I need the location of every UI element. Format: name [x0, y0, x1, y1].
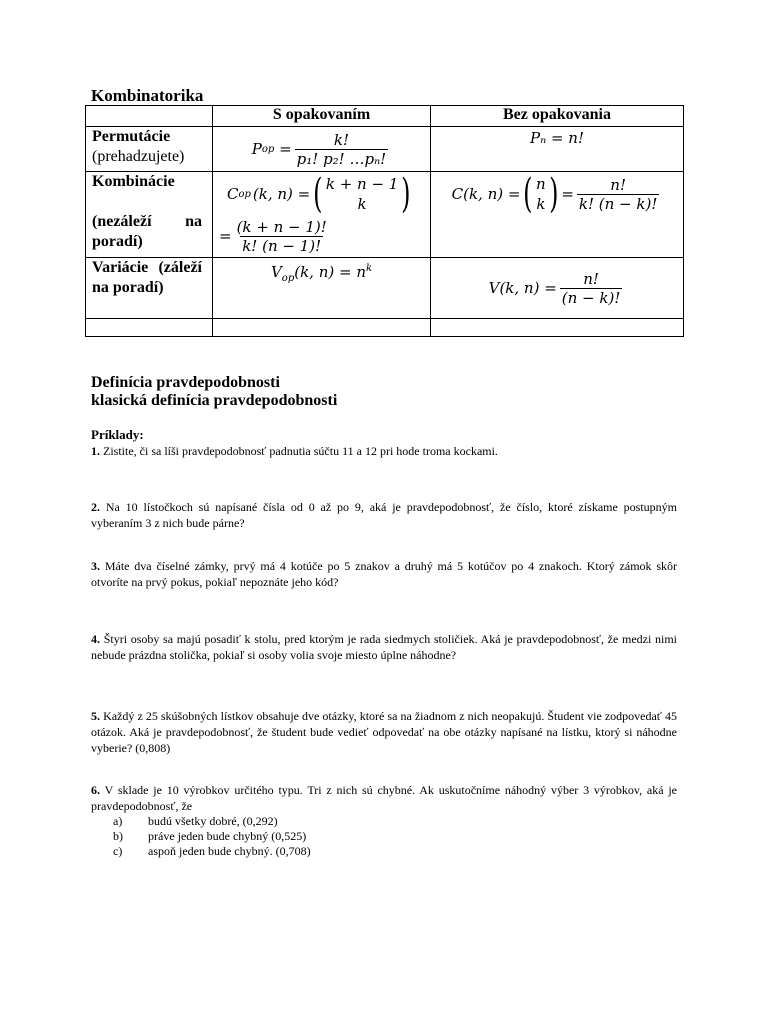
- comb-norep-top: n: [536, 175, 546, 193]
- comb-norep-denominator: k! (n − k)!: [578, 194, 658, 213]
- example-4: [91, 631, 677, 663]
- example-text: Štyri osoby sa majú posadiť k stolu, pred ktorým je rada siedmych stoličiek. Aká je pravdepodobnosť, že medzi nimi nebude prázdna stolička, pokiaľ si osoby volia svoje miesto úplne náhodne?: [91, 632, 678, 662]
- var-rep-lhs: V: [270, 263, 282, 281]
- example-3: [91, 558, 677, 590]
- perm-rep-sub: op: [261, 143, 275, 155]
- var-norep-denominator: (n − k)!: [561, 288, 621, 307]
- comb-rep-bottom: k: [357, 195, 367, 213]
- comb-rep-top: k + n − 1: [325, 175, 399, 193]
- empty-cell-2: [213, 319, 431, 337]
- row-label-permutations: [86, 127, 213, 172]
- example-text: V sklade je 10 výrobkov určitého typu. Tri z nich sú chybné. Ak uskutočníme náhodný výber 3 výrobkov, aká je pravdepodobnosť, že: [91, 783, 677, 813]
- comb-rep-binomial: ( k + n − 1 k ): [313, 171, 411, 217]
- example-6: [91, 782, 677, 814]
- example-number: 1.: [91, 444, 100, 458]
- cell-comb-rep: C op (k, n) = ( k + n − 1 k ) = $\frac{(k + n - 1)!}{k! (n - 1)!}$: [213, 172, 431, 258]
- example-text: Každý z 25 skúšobných lístkov obsahuje dve otázky, ktoré sa na žiadnom z nich neopakujú. Študent vie zodpovedať 45 otázok. Aká je pravdepodobnosť, že študent bude vedieť odpovedať na obe otázky napísané na lístku, ktorý si náhodne vyberie? (0,808): [91, 709, 677, 755]
- table-row-empty: [86, 319, 684, 337]
- definition-heading: Definícia pravdepodobnosti: [91, 374, 280, 391]
- example-1: [91, 443, 677, 459]
- example-number: 5.: [91, 709, 100, 723]
- perm-rep-numerator: k!: [333, 130, 349, 149]
- combinations-note: (nezáleží na poradí): [92, 213, 202, 250]
- header-with-repetition: S opakovaním: [213, 106, 431, 127]
- cell-perm-norep: [431, 127, 684, 172]
- subitem-label: b): [113, 829, 123, 843]
- empty-cell-3: [431, 319, 684, 337]
- perm-rep-denominator: p₁! p₂! …pₙ!: [296, 149, 387, 168]
- table-row-variations: [86, 258, 684, 319]
- table-row-combinations: [86, 172, 684, 258]
- example-number: 2.: [91, 500, 100, 514]
- perm-rep-lhs: P: [251, 140, 262, 158]
- var-rep-rhs: (k, n) = n: [294, 263, 366, 281]
- subitem-c: [113, 843, 311, 859]
- var-rep-exp: k: [365, 263, 373, 274]
- variations-label: Variácie (záleží na poradí): [92, 259, 202, 296]
- comb-norep-binomial: ( n k ): [523, 171, 559, 217]
- header-empty: [86, 106, 213, 127]
- empty-cell-1: [86, 319, 213, 337]
- example-number: 4.: [91, 632, 100, 646]
- example-number: 3.: [91, 559, 100, 573]
- permutations-label: Permutácie: [92, 128, 171, 145]
- perm-norep-formula: Pₙ = n!: [530, 129, 584, 147]
- comb-rep-args: (k, n) =: [252, 185, 311, 203]
- comb-norep-lhs: C(k, n) =: [451, 185, 521, 203]
- cell-var-rep: $V_{op}(k$, $n) = n^k$: [213, 258, 431, 319]
- subitem-text: práve jeden bude chybný (0,525): [148, 829, 307, 843]
- page-title: Kombinatorika: [91, 86, 204, 105]
- subitem-label: a): [113, 814, 123, 828]
- comb-rep-lhs: C: [227, 185, 239, 203]
- comb-rep-numerator2: (k + n − 1)!: [236, 217, 327, 236]
- cell-comb-norep: C(k, n) = ( n k ) = $\frac{n!}{k! (n - k)!}$: [431, 172, 684, 258]
- var-norep-lhs: V(k, n) =: [488, 279, 557, 297]
- classical-definition-heading: klasická definícia pravdepodobnosti: [91, 392, 338, 409]
- example-text: Na 10 lístočkoch sú napísané čísla od 0 až po 9, aká je pravdepodobnosť, že číslo, ktoré získame postupným vyberaním 3 z nich bude párne?: [91, 500, 677, 530]
- cell-var-norep: [431, 258, 684, 319]
- combinatorics-table: [85, 105, 684, 337]
- combinations-label: Kombinácie: [92, 173, 175, 190]
- subitem-label: c): [113, 844, 123, 858]
- comb-norep-numerator: n!: [610, 175, 626, 194]
- example-5: [91, 708, 677, 756]
- subitem-b: [113, 828, 306, 844]
- header-without-repetition: Bez opakovania: [431, 106, 684, 127]
- row-label-combinations: [86, 172, 213, 258]
- comb-norep-bottom: k: [536, 195, 546, 213]
- row-label-variations: [86, 258, 213, 319]
- subitem-text: budú všetky dobré, (0,292): [148, 814, 278, 828]
- permutations-note: (prehadzujete): [92, 148, 185, 165]
- example-2: [91, 499, 677, 531]
- var-norep-numerator: n!: [583, 269, 599, 288]
- subitem-text: aspoň jeden bude chybný. (0,708): [148, 844, 311, 858]
- example-text: Zistite, či sa líši pravdepodobnosť padnutia súčtu 11 a 12 pri hode troma kockami.: [103, 444, 498, 458]
- examples-heading: Príklady:: [91, 427, 144, 442]
- example-text: Máte dva číselné zámky, prvý má 4 kotúče po 5 znakov a druhý má 5 kotúčov po 4 znakoch. Ktorý zámok skôr otvoríte na prvý pokus, pokiaľ nepoznáte jeho kód?: [91, 559, 678, 589]
- comb-rep-denominator2: k! (n − 1)!: [242, 236, 322, 255]
- example-number: 6.: [91, 783, 100, 797]
- subitem-a: [113, 813, 278, 829]
- cell-perm-rep: P op = $\frac{k!}{\text{p₁! p₂! …pₙ!}}$: [213, 127, 431, 172]
- table-header-row: [86, 106, 684, 127]
- table-row-permutations: [86, 127, 684, 172]
